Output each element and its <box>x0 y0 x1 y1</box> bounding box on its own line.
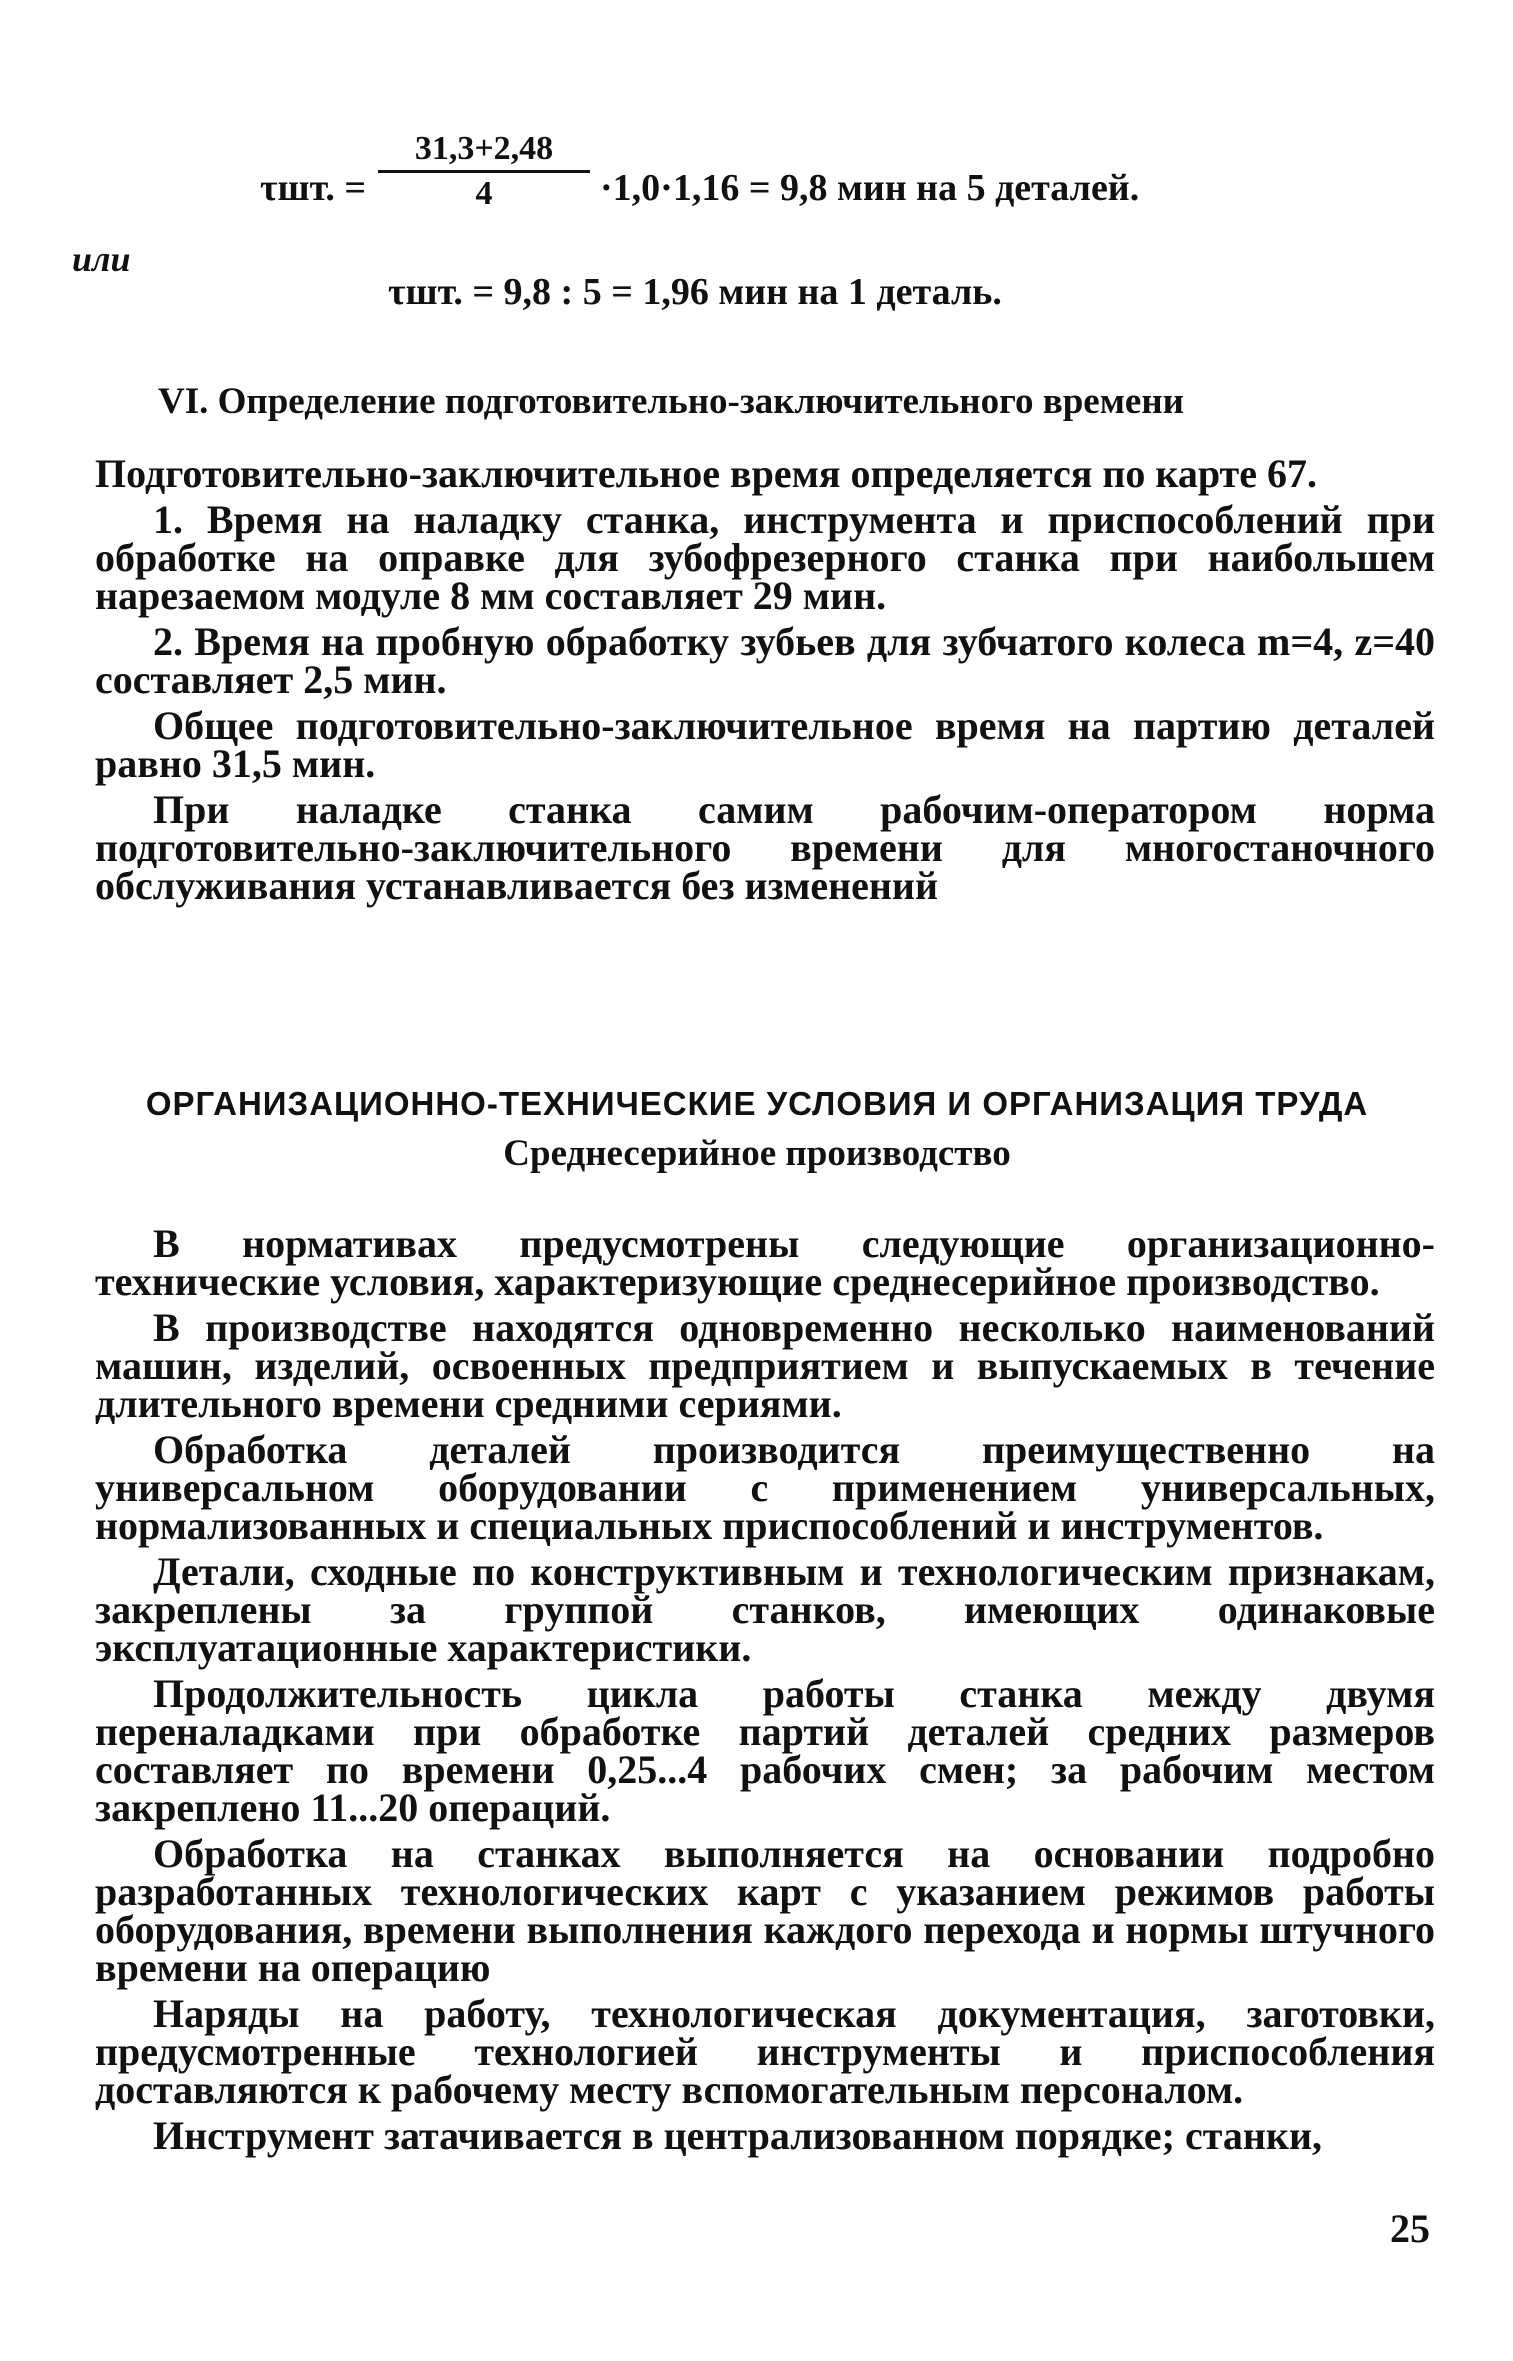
fraction-bar <box>378 170 590 173</box>
chapter-heading: ОРГАНИЗАЦИОННО-ТЕХНИЧЕСКИЕ УСЛОВИЯ И ОРГАНИЗАЦИЯ ТРУДА <box>145 1085 1369 1122</box>
or-connector: или <box>72 239 131 279</box>
formula-fraction <box>378 130 590 213</box>
paragraph: Обработка на станках выполняется на основании подробно разработанных технологических карт с указанием режимов работы оборудования, времени выполнения каждого перехода и нормы штучного времени на операцию <box>95 1831 1435 1990</box>
paragraph: Обработка деталей производится преимущественно на универсальном оборудовании с применением универсальных, нормализованных и специальных приспособлений и инструментов. <box>95 1427 1435 1548</box>
formula-lhs: τшт. = <box>260 167 367 209</box>
formula-denominator: 4 <box>475 175 493 212</box>
paragraph: Продолжительность цикла работы станка между двумя переналадками при обработке партий деталей средних размеров составляет по времени 0,25...4 рабочих смен; за рабочим местом закреплено 11...20 операций. <box>95 1671 1435 1830</box>
formula-piece-time-1-part: τшт. = 9,8 : 5 = 1,96 мин на 1 деталь. <box>388 271 1002 313</box>
body-text <box>95 1221 1435 2163</box>
section-text <box>95 451 1435 913</box>
formula-numerator: 31,3+2,48 <box>414 130 554 167</box>
paragraph: 2. Время на пробную обработку зубьев для зубчатого колеса m=4, z=40 составляет 2,5 мин. <box>95 619 1435 702</box>
paragraph: Инструмент затачивается в централизованном порядке; станки, <box>153 2113 1323 2158</box>
chapter-subheading: Среднесерийное производство <box>503 1133 1011 1174</box>
paragraph: Детали, сходные по конструктивным и технологическим признакам, закреплены за группой станков, имеющих одинаковые эксплуатационные характеристики. <box>95 1549 1435 1670</box>
section-heading: VI. Определение подготовительно-заключительного времени <box>158 381 1184 422</box>
paragraph: Подготовительно-заключительное время определяется по карте 67. <box>95 451 1317 496</box>
paragraph: Наряды на работу, технологическая документация, заготовки, предусмотренные технологией инструменты и приспособления доставляются к рабочему месту вспомогательным персоналом. <box>95 1991 1435 2112</box>
formula-rhs: ·1,0·1,16 = 9,8 мин на 5 деталей. <box>600 167 1140 209</box>
paragraph: При наладке станка самим рабочим-оператором норма подготовительно-заключительного времени для многостаночного обслуживания устанавливается без изменений <box>95 787 1435 908</box>
paragraph: Общее подготовительно-заключительное время на партию деталей равно 31,5 мин. <box>95 703 1435 786</box>
page-number: 25 <box>1390 2206 1430 2251</box>
paragraph: 1. Время на наладку станка, инструмента и приспособлений при обработке на оправке для зубофрезерного станка при наибольшем нарезаемом модуле 8 мм составляет 29 мин. <box>95 497 1435 618</box>
paragraph: В нормативах предусмотрены следующие организационно-технические условия, характеризующие среднесерийное производство. <box>95 1221 1435 1304</box>
paragraph: В производстве находятся одновременно несколько наименований машин, изделий, освоенных предприятием и выпускаемых в течение длительного времени средними сериями. <box>95 1305 1435 1426</box>
